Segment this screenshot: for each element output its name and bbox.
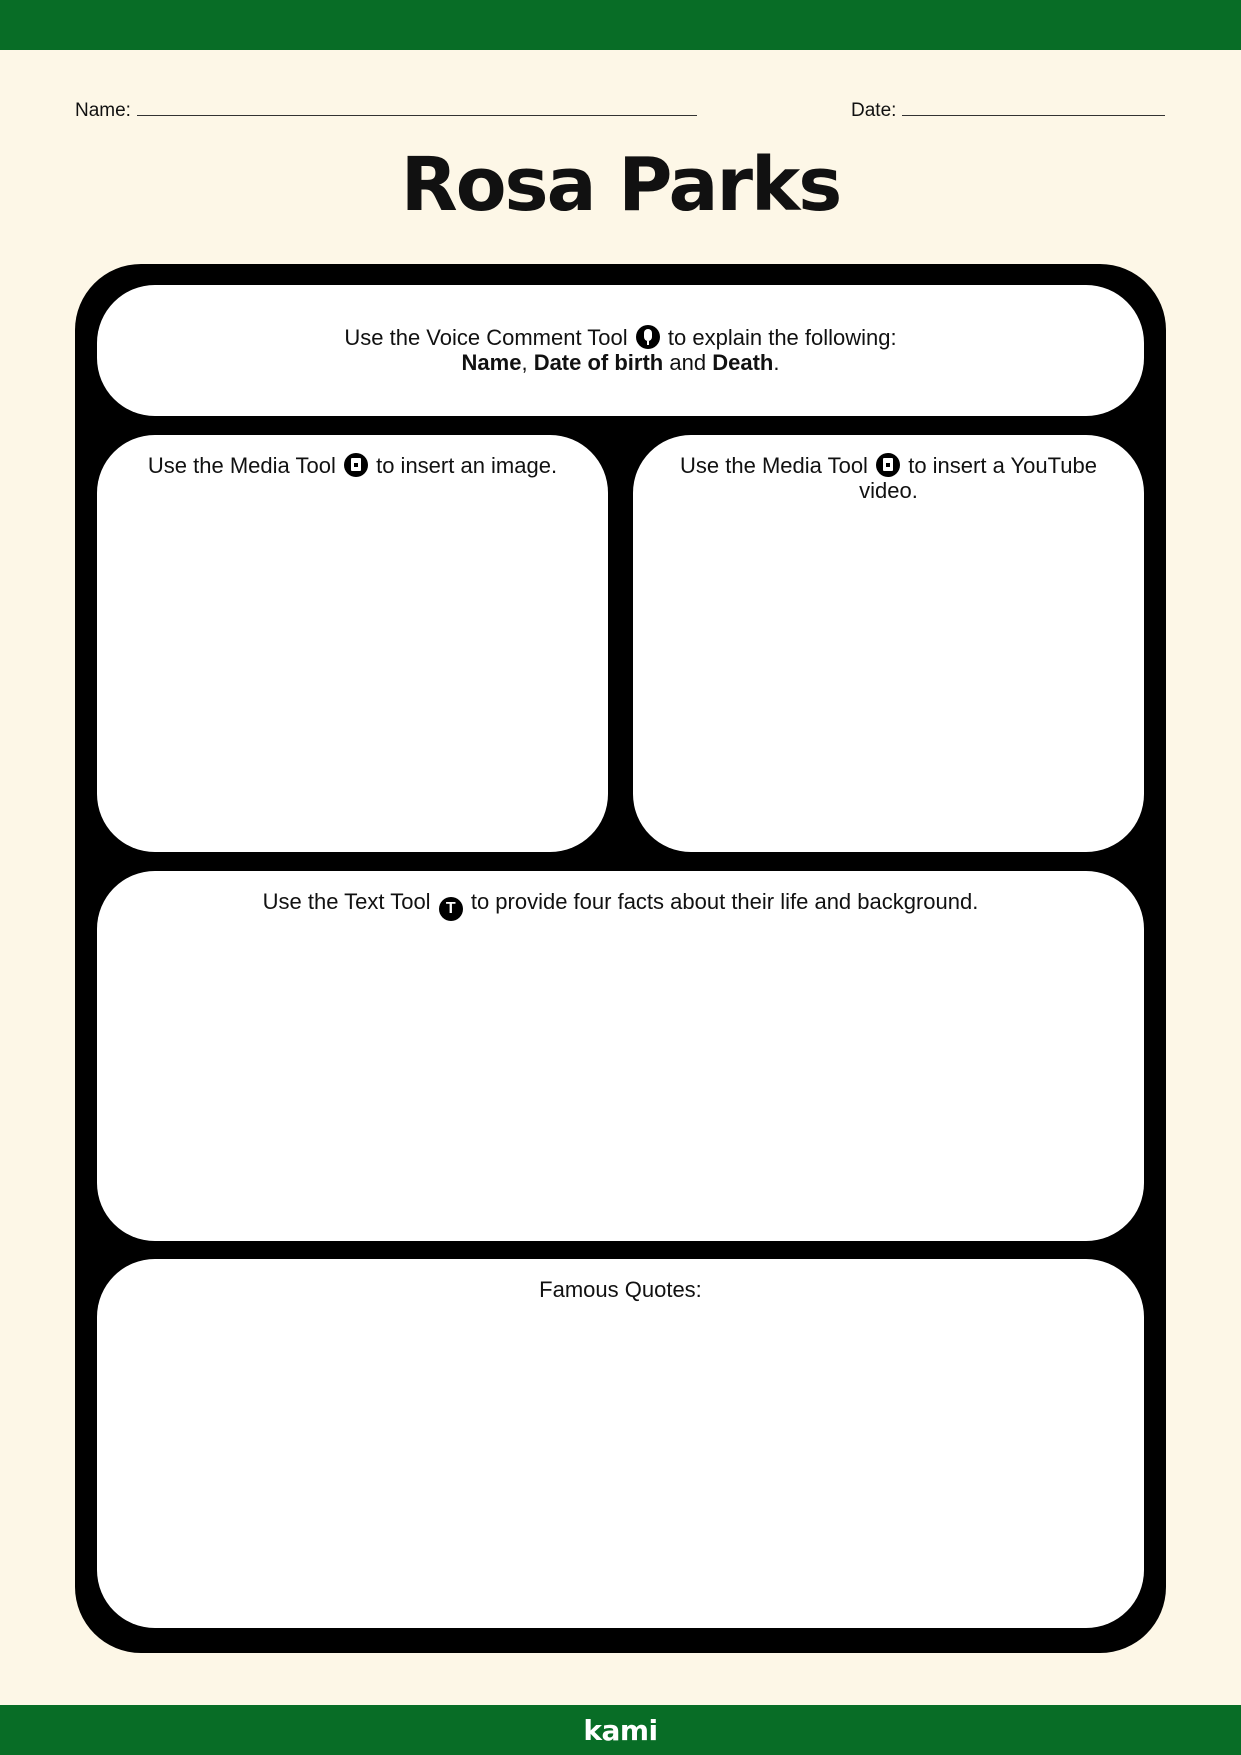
date-line[interactable] (902, 115, 1165, 116)
quotes-panel[interactable] (97, 1259, 1144, 1628)
text-tool-icon: T (439, 897, 463, 921)
video-instruction-start: Use the Media Tool (680, 453, 868, 478)
voice-instruction-line2 (97, 350, 1144, 375)
page-title: Rosa Parks (400, 142, 841, 228)
facts-instruction-start: Use the Text Tool (262, 889, 431, 914)
name-field[interactable] (75, 98, 697, 122)
image-instruction-start: Use the Media Tool (147, 453, 336, 478)
media-icon (876, 453, 900, 477)
media-icon (344, 453, 368, 477)
voice-comment-panel[interactable] (97, 285, 1144, 416)
bottom-banner (0, 1705, 1241, 1755)
image-panel[interactable] (97, 435, 608, 852)
kami-logo: kami (583, 1713, 658, 1747)
date-field[interactable] (851, 98, 1165, 122)
separator-and: and (669, 350, 707, 375)
facts-instruction-end: to provide four facts about their life and background. (470, 889, 979, 914)
name-line[interactable] (137, 115, 697, 116)
date-label: Date: (851, 100, 897, 121)
image-instruction-end: to insert an image. (376, 453, 558, 478)
facts-panel[interactable] (97, 871, 1144, 1241)
microphone-icon (636, 325, 660, 349)
top-banner (0, 0, 1241, 50)
item-date-of-birth: Date of birth (533, 350, 664, 375)
item-death: Death (712, 350, 774, 375)
video-panel[interactable] (633, 435, 1144, 852)
voice-instruction-line1 (97, 325, 1144, 350)
voice-instruction-start: Use the Voice Comment Tool (344, 325, 628, 350)
name-label: Name: (75, 100, 131, 121)
separator-comma: , (521, 350, 528, 375)
quotes-label: Famous Quotes: (539, 1277, 702, 1302)
period: . (773, 350, 780, 375)
item-name: Name (461, 350, 522, 375)
video-instruction-end: to insert a YouTube video. (859, 453, 1097, 503)
voice-instruction-end: to explain the following: (667, 325, 897, 350)
